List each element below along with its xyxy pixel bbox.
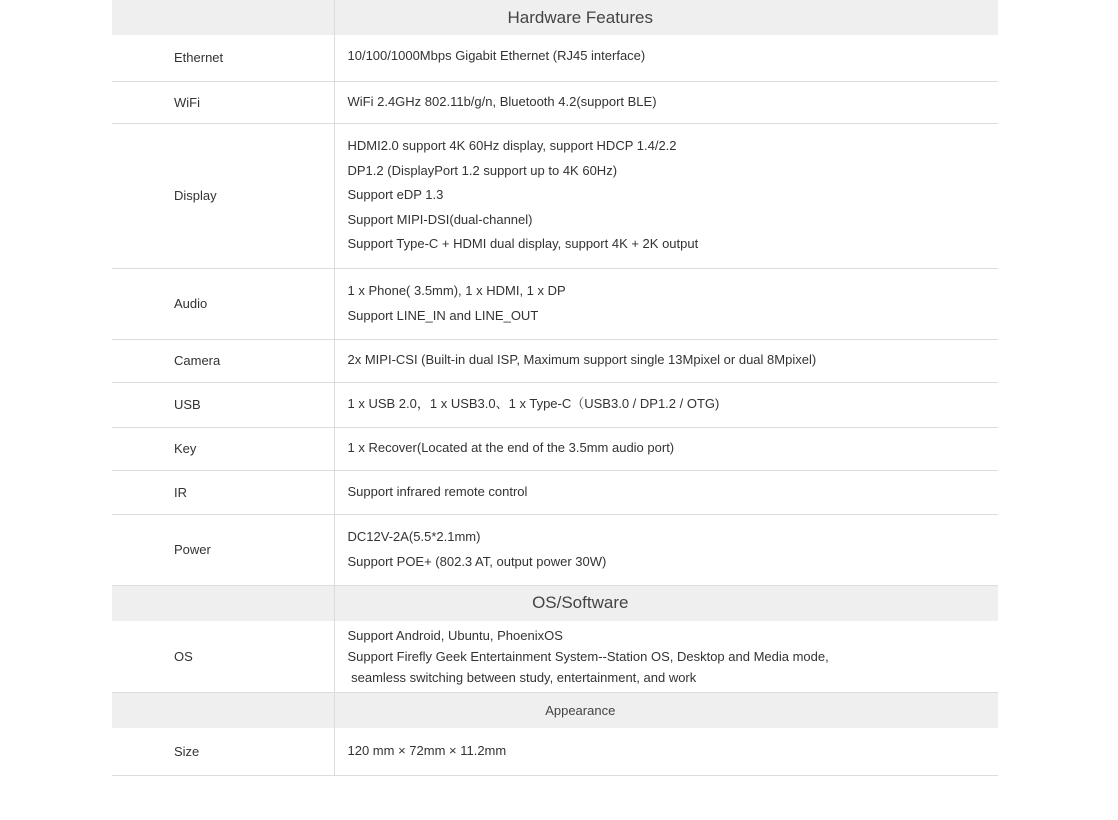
spec-label: Power	[112, 514, 334, 585]
spec-value-line: 2x MIPI-CSI (Built-in dual ISP, Maximum support single 13Mpixel or dual 8Mpixel)	[347, 352, 817, 368]
spec-value-line: 120 mm × 72mm × 11.2mm	[347, 743, 507, 758]
spec-row-os	[112, 621, 998, 692]
spec-row-display	[112, 123, 998, 268]
spec-row-ethernet	[112, 35, 998, 81]
section-title-appearance: Appearance	[545, 702, 616, 718]
spec-row-camera	[112, 339, 998, 382]
spec-value	[334, 268, 998, 339]
spec-value-line: Support eDP 1.3	[347, 187, 444, 203]
spec-label: OS	[112, 621, 334, 692]
spec-value-line: Support Firefly Geek Entertainment System--Station OS, Desktop and Media mode,	[347, 648, 829, 664]
spec-label: Audio	[112, 268, 334, 339]
spec-row-key	[112, 427, 998, 470]
spec-value-line: 1 x Phone( 3.5mm), 1 x HDMI, 1 x DP	[347, 283, 566, 298]
spec-value	[334, 514, 998, 585]
spec-value	[334, 35, 998, 81]
section-title-hardware: Hardware Features	[507, 7, 653, 27]
spec-label: Display	[112, 123, 334, 268]
spec-value-line: 1 x Recover(Located at the end of the 3.5mm audio port)	[347, 440, 675, 456]
spec-value-line: Support POE+ (802.3 AT, output power 30W)	[347, 553, 607, 569]
spec-value-line: Support Android, Ubuntu, PhoenixOS	[347, 627, 563, 643]
spec-row-usb	[112, 382, 998, 427]
spec-value-line: seamless switching between study, entertainment, and work	[347, 669, 697, 685]
spec-row-ir	[112, 470, 998, 514]
spec-value-line: DP1.2 (DisplayPort 1.2 support up to 4K 60Hz)	[347, 162, 618, 178]
spec-value-line: 10/100/1000Mbps Gigabit Ethernet (RJ45 interface)	[347, 47, 646, 63]
spec-label: WiFi	[112, 81, 334, 123]
spec-value-line: DC12V-2A(5.5*2.1mm)	[347, 529, 481, 544]
spec-label: Camera	[112, 339, 334, 382]
section-title-os-software: OS/Software	[532, 593, 629, 613]
spec-value-line: Support MIPI-DSI(dual-channel)	[347, 211, 533, 227]
spec-table	[112, 0, 998, 776]
spec-value	[334, 470, 998, 514]
spec-row-size	[112, 728, 998, 775]
spec-label: Key	[112, 427, 334, 470]
spec-value-line: Support infrared remote control	[347, 483, 528, 499]
spec-row-power	[112, 514, 998, 585]
spec-label: Size	[112, 728, 334, 775]
spec-value	[334, 339, 998, 382]
spec-row-wifi	[112, 81, 998, 123]
section-header-hardware	[112, 0, 998, 35]
spec-value	[334, 728, 998, 775]
spec-row-audio	[112, 268, 998, 339]
spec-value-line: Support Type-C + HDMI dual display, support 4K + 2K output	[347, 236, 699, 252]
spec-value-line: Support LINE_IN and LINE_OUT	[347, 307, 539, 323]
spec-value-line: WiFi 2.4GHz 802.11b/g/n, Bluetooth 4.2(support BLE)	[347, 93, 657, 109]
spec-value	[334, 621, 998, 692]
spec-value	[334, 382, 998, 427]
spec-value-line: 1 x USB 2.0，1 x USB3.0、1 x Type-C（USB3.0 / DP1.2 / OTG)	[347, 396, 720, 412]
spec-value	[334, 81, 998, 123]
spec-label: Ethernet	[112, 35, 334, 81]
spec-label: USB	[112, 382, 334, 427]
spec-value	[334, 123, 998, 268]
spec-label: IR	[112, 470, 334, 514]
spec-value-line: HDMI2.0 support 4K 60Hz display, support HDCP 1.4/2.2	[347, 138, 677, 154]
section-header-appearance	[112, 692, 998, 728]
spec-value	[334, 427, 998, 470]
section-header-os-software	[112, 585, 998, 621]
